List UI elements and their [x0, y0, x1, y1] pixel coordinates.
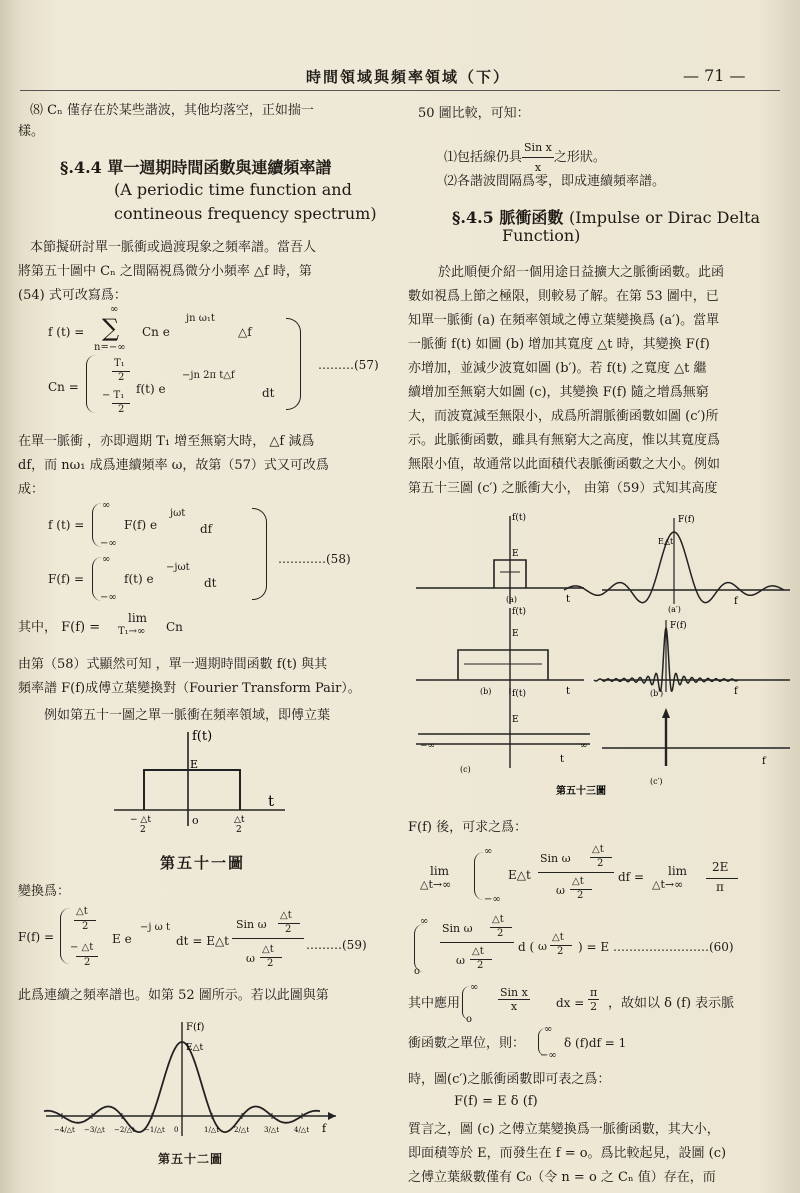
paragraph-line: 質言之，圖 (c) 之傅立葉變換爲一脈衝函數，其大小，: [408, 1122, 720, 1137]
paragraph-line: 示。此脈衝函數，雖具有無窮大之高度，惟以其寬度爲: [408, 433, 721, 448]
axis-label: t: [268, 792, 275, 810]
paragraph-line: 亦增加，並減少波寬如圖 (b′)。若 f(t) 之寬度 △t 繼: [408, 361, 707, 376]
paragraph-line: 50 圖比較，可知：: [418, 106, 530, 121]
svg-text:f(t): f(t): [512, 607, 526, 617]
integral-sign: [474, 852, 487, 900]
svg-text:F(f): F(f): [678, 515, 695, 525]
axis-label: f(t): [192, 729, 213, 744]
paragraph-line: 成：: [18, 482, 45, 497]
section-number: §.4.4: [60, 158, 102, 177]
figure-51-pulse: [110, 726, 290, 836]
svg-text:E: E: [512, 549, 519, 559]
svg-text:∞: ∞: [580, 741, 588, 751]
svg-text:(a′): (a′): [668, 605, 681, 614]
axis-label: f: [322, 1122, 327, 1135]
figure-53-panel-a-prime: [564, 514, 790, 614]
amplitude-label: E: [190, 758, 199, 771]
paragraph-line: 本節擬研討單一脈衝或過渡現象之頻率譜。當吾人: [30, 240, 317, 255]
tick-label: 2/△t: [234, 1126, 250, 1134]
tick-label: 1/△t: [204, 1126, 220, 1134]
figure-53-panel-b: [416, 606, 584, 697]
figure-53-panel-c: [416, 688, 590, 774]
tick-label: −2/△t: [114, 1126, 135, 1134]
svg-text:t: t: [560, 754, 565, 765]
section-title-en: Function): [502, 226, 581, 245]
svg-text:(c′): (c′): [650, 777, 663, 786]
page-number: — 71 —: [683, 66, 746, 85]
svg-text:f: f: [762, 756, 766, 767]
svg-text:2: 2: [140, 825, 146, 835]
paragraph-line: 第五十三圖 (c′) 之脈衝大小， 由第（59）式知其高度: [408, 481, 718, 496]
figure-caption: 第五十三圖: [556, 786, 606, 797]
axis-label: F(f): [186, 1022, 205, 1033]
paragraph-line: 一脈衝 f(t) 如圖 (b) 增加其寬度 △t 時，其變換 F(f): [408, 337, 710, 352]
paragraph-line: 時，圖(c′)之脈衝函數即可表之爲：: [408, 1072, 611, 1087]
svg-text:(b′): (b′): [650, 689, 664, 698]
list-item: ⑵各諧波間隔爲零，即成連續頻率譜。: [444, 174, 666, 189]
figure-caption: 第五十一圖: [160, 854, 246, 872]
paragraph-line: 於此順便介紹一個用途日益擴大之脈衝函數。此函: [438, 265, 725, 280]
paragraph-line: ⑻ Cₙ 僅存在於某些諧波，其他均落空，正如揣一: [30, 103, 314, 118]
tick-label: 4/△t: [294, 1126, 310, 1134]
paragraph-line: 數如視爲上節之極限，則較易了解。在第 53 圖中，已: [408, 289, 719, 304]
paragraph-line: ，故如以 δ (f) 表示脈: [608, 996, 735, 1011]
tick-label: △t: [234, 815, 245, 825]
svg-text:f: f: [734, 596, 738, 607]
integral-sign: [86, 355, 101, 413]
paragraph-line: 無限小值，故通常以此面積代表脈衝函數之大小。例如: [408, 457, 721, 472]
right-brace: [252, 508, 267, 600]
paragraph-line: 將第五十圖中 Cₙ 之間隔視爲微分小頻率 △f 時，第: [18, 264, 312, 279]
equation-impulse: F(f) = E δ (f): [454, 1094, 538, 1109]
section-heading-4-4: [60, 155, 331, 178]
pulse-shape: [144, 770, 240, 810]
paragraph-line: 衝函數之單位，則：: [408, 1036, 526, 1051]
section-title-en: contineous frequency spectrum): [114, 204, 377, 223]
paragraph-line: F(f) 後，可求之爲：: [408, 820, 528, 835]
tick-label: 3/△t: [264, 1126, 280, 1134]
paragraph-line: 其中， F(f) =: [18, 620, 101, 635]
paragraph-line: 此爲連續之頻率譜也。如第 52 圖所示。若以此圖與第: [18, 988, 329, 1003]
paragraph-line: 由第（58）式顯然可知 ，單一週期時間函數 f(t) 與其: [18, 657, 328, 672]
paragraph-line: 在單一脈衝 ，亦即週期 T₁ 增至無窮大時， △f 減爲: [18, 434, 315, 449]
section-title-cn: 單一週期時間函數與連續頻率譜: [107, 158, 332, 177]
integral-sign: [414, 924, 427, 972]
tick-label: − △t: [130, 815, 151, 825]
svg-text:E: E: [512, 715, 519, 725]
svg-text:f(t): f(t): [512, 689, 526, 699]
paragraph-line: 樣。: [18, 124, 45, 139]
paragraph-line: 頻率譜 F(f)成傅立葉變換對（Fourier Transform Pair）。: [18, 681, 361, 696]
right-brace: [286, 318, 301, 410]
svg-text:−∞: −∞: [420, 741, 436, 751]
svg-text:(c): (c): [460, 765, 471, 774]
figure-53-panel-c-prime: [602, 708, 790, 786]
paragraph-line: 其中應用: [408, 996, 461, 1011]
paragraph-line: 即面積等於 E，而發生在 f = o。爲比較起見，設圖 (c): [408, 1146, 727, 1161]
svg-text:f: f: [734, 686, 738, 697]
list-item: ⑴包括線仍具 $\frac{\text{Sin x}}{x}$ 之形狀。: [444, 138, 606, 177]
peak-label: E△t: [186, 1043, 204, 1053]
header-rule: [20, 90, 780, 91]
svg-text:2: 2: [236, 825, 242, 835]
origin-label: o: [192, 814, 199, 827]
svg-text:(a): (a): [506, 595, 518, 604]
paragraph-line: 續增加至無窮大如圖 (c)，其變換 F(f) 隨之增爲無窮: [408, 385, 709, 400]
svg-text:f(t): f(t): [512, 513, 526, 523]
integral-sign: [60, 908, 73, 964]
svg-text:E: E: [512, 629, 519, 639]
paragraph-line: 例如第五十一圖之單一脈衝在頻率領域，即傅立葉: [44, 708, 331, 723]
paragraph-line: 大，而波寬減至無限小，成爲所謂脈衝函數如圖 (c′)所: [408, 409, 719, 424]
paragraph-line: 知單一脈衝 (a) 在頻率領域之傅立葉變換爲 (a′)。當單: [408, 313, 720, 328]
figure-53-pulse-transforms: [404, 508, 796, 808]
section-title-en: (A periodic time function and: [114, 180, 352, 199]
running-header-title: 時間領域與頻率領域（下）: [306, 68, 511, 86]
svg-text:t: t: [566, 686, 571, 697]
paragraph-line: (54) 式可改寫爲：: [18, 288, 127, 303]
svg-text:(b): (b): [480, 687, 492, 696]
tick-label: 0: [174, 1126, 179, 1134]
paragraph-line: 變換爲：: [18, 884, 71, 899]
figure-caption: 第五十二圖: [158, 1152, 224, 1166]
figure-53-panel-a: [416, 512, 584, 605]
figure-53-panel-b-prime: [594, 620, 790, 698]
svg-text:E△t: E△t: [658, 537, 674, 546]
svg-text:t: t: [566, 594, 571, 605]
paragraph-line: df，而 nω₁ 成爲連續頻率 ω，故第（57）式又可改爲: [18, 458, 329, 473]
svg-text:F(f): F(f): [670, 621, 687, 631]
section-heading-4-5: §.4.5 脈衝函數 (Impulse or Dirac Delta: [452, 208, 761, 227]
paragraph-line: 之傅立葉級數僅有 C₀（令 n = o 之 Cₙ 值）存在，而: [408, 1170, 716, 1185]
tick-label: −3/△t: [84, 1126, 105, 1134]
tick-label: −4/△t: [54, 1126, 75, 1134]
tick-label: −1/△t: [144, 1126, 165, 1134]
